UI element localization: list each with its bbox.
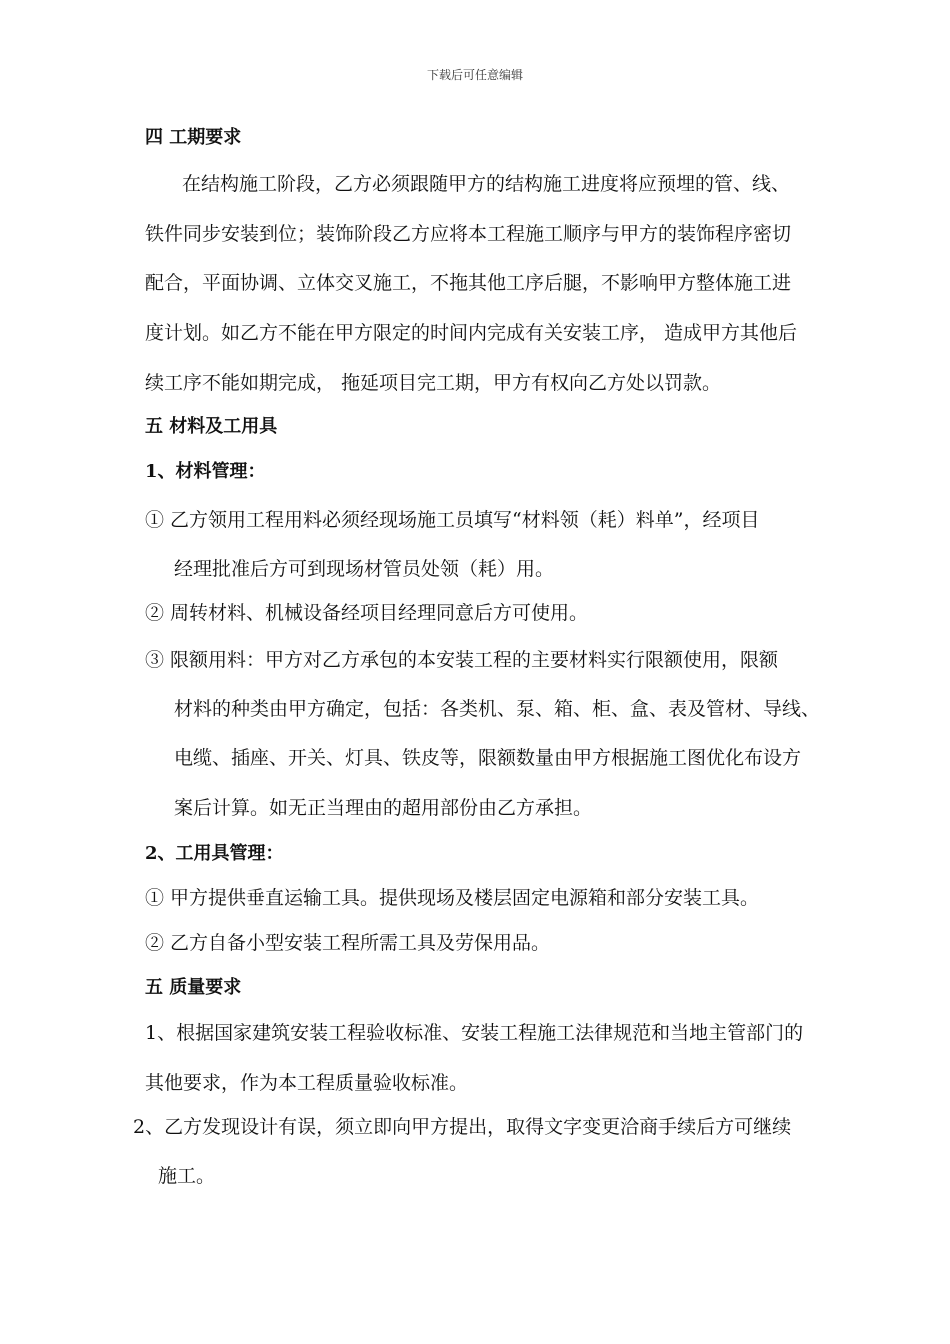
section-heading-materials: 五 材料及工用具: [145, 416, 278, 437]
subsection-heading-tool-management: 2、工用具管理：: [145, 843, 284, 864]
list-item-line: ② 乙方自备小型安装工程所需工具及劳保用品。: [145, 932, 551, 954]
list-item-line: 案后计算。如无正当理由的超用部份由乙方承担。: [174, 797, 593, 819]
list-item-line: ② 周转材料、机械设备经项目经理同意后方可使用。: [145, 602, 589, 624]
page-header: 下载后可任意编辑: [426, 68, 523, 82]
paragraph-line: 续工序不能如期完成， 拖延项目完工期，甲方有权向乙方处以罚款。: [145, 372, 722, 394]
section-heading-schedule: 四 工期要求: [145, 127, 242, 148]
paragraph-line: 2、乙方发现设计有误，须立即向甲方提出，取得文字变更洽商手续后方可继续: [133, 1116, 792, 1138]
paragraph-line: 度计划。如乙方不能在甲方限定的时间内完成有关安装工序， 造成甲方其他后: [145, 322, 798, 344]
paragraph-line: 其他要求，作为本工程质量验收标准。: [145, 1072, 469, 1094]
paragraph-line: 配合，平面协调、立体交叉施工，不拖其他工序后腿，不影响甲方整体施工进: [145, 272, 792, 294]
list-item-line: ③ 限额用料：甲方对乙方承包的本安装工程的主要材料实行限额使用，限额: [145, 649, 779, 671]
list-item-line: 经理批准后方可到现场材管员处领（耗）用。: [174, 558, 555, 580]
subsection-heading-material-management: 1、材料管理：: [145, 461, 266, 482]
paragraph-line: 施工。: [158, 1165, 216, 1187]
list-item-line: ① 甲方提供垂直运输工具。提供现场及楼层固定电源箱和部分安装工具。: [145, 887, 760, 909]
paragraph-line: 铁件同步安装到位；装饰阶段乙方应将本工程施工顺序与甲方的装饰程序密切: [145, 223, 792, 245]
list-item-line: ① 乙方领用工程用料必须经现场施工员填写“材料领（耗）料单”，经项目: [145, 509, 760, 531]
list-item-line: 材料的种类由甲方确定，包括：各类机、泵、箱、柜、盒、表及管材、导线、: [174, 698, 821, 720]
paragraph-line: 1、根据国家建筑安装工程验收标准、安装工程施工法律规范和当地主管部门的: [145, 1022, 804, 1044]
list-item-line: 电缆、插座、开关、灯具、铁皮等，限额数量由甲方根据施工图优化布设方: [174, 747, 802, 769]
section-heading-quality: 五 质量要求: [145, 977, 242, 998]
paragraph-line: 在结构施工阶段，乙方必须跟随甲方的结构施工进度将应预埋的管、线、: [182, 173, 791, 195]
